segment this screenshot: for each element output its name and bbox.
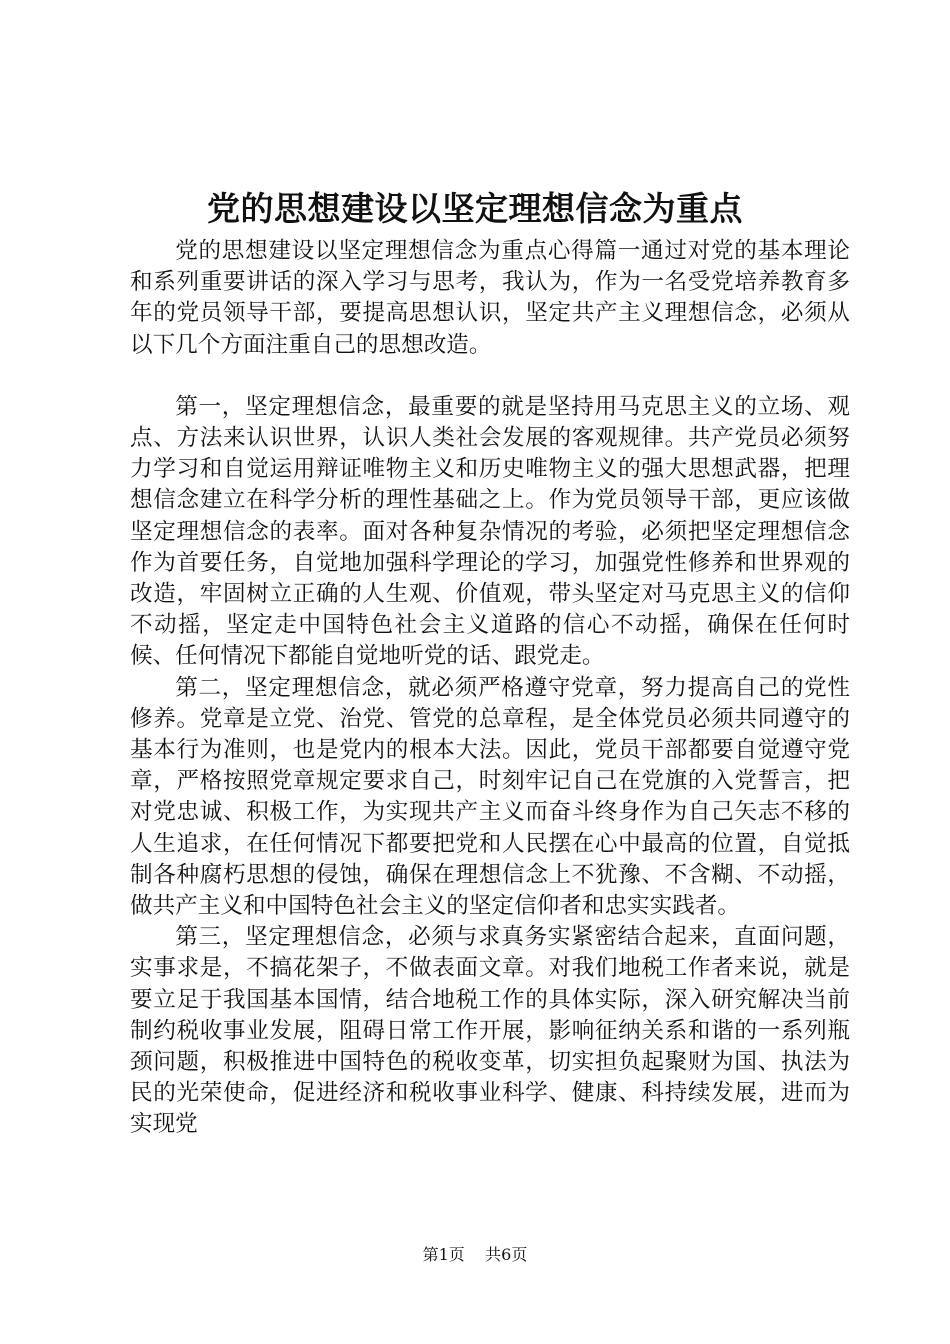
document-title: 党的思想建设以坚定理想信念为重点 — [207, 189, 743, 228]
footer-spacer — [470, 1245, 480, 1264]
paragraph-second-point: 第二，坚定理想信念，就必须严格遵守党章，努力提高自己的党性修养。党章是立党、治党、管党的总章程，是全体党员必须共同遵守的基本行为准则，也是党内的根本大法。因此，党员干部都要自觉遵守党章，严格按照党章规定要求自己，时刻牢记自己在党旗的入党誓言，把对党忠诚、积极工作，为实现共产主义而奋斗终身作为自己矢志不移的人生追求，在任何情况下都要把党和人民摆在心中最高的位置，自觉抵制各种腐朽思想的侵蚀，确保在理想信念上不犹豫、不含糊、不动摇，做共产主义和中国特色社会主义的坚定信仰者和忠实实践者。 — [130, 674, 850, 920]
page-footer — [0, 1244, 950, 1266]
paragraph-gap — [130, 361, 850, 392]
page-total: 共6页 — [485, 1245, 528, 1264]
document-body — [130, 236, 850, 1141]
page-number: 第1页 — [422, 1245, 465, 1264]
paragraph-third-point: 第三，坚定理想信念，必须与求真务实紧密结合起来，直面问题，实事求是，不搞花架子，不做表面文章。对我们地税工作者来说，就是要立足于我国基本国情，结合地税工作的具体实际，深入研究解决当前制约税收事业发展，阻碍日常工作开展，影响征纳关系和谐的一系列瓶颈问题，积极推进中国特色的税收变革，切实担负起聚财为国、执法为民的光荣使命，促进经济和税收事业科学、健康、科持续发展，进而为实现党 — [130, 924, 850, 1138]
paragraph-first-point: 第一，坚定理想信念，最重要的就是坚持用马克思主义的立场、观点、方法来认识世界，认识人类社会发展的客观规律。共产党员必须努力学习和自觉运用辩证唯物主义和历史唯物主义的强大思想武器，把理想信念建立在科学分析的理性基础之上。作为党员领导干部，更应该做坚定理想信念的表率。面对各种复杂情况的考验，必须把坚定理想信念作为首要任务，自觉地加强科学理论的学习，加强党性修养和世界观的改造，牢固树立正确的人生观、价值观，带头坚定对马克思主义的信仰不动摇，坚定走中国特色社会主义道路的信心不动摇，确保在任何时候、任何情况下都能自觉地听党的话、跟党走。 — [130, 393, 850, 670]
paragraph-intro: 党的思想建设以坚定理想信念为重点心得篇一通过对党的基本理论和系列重要讲话的深入学习与思考，我认为，作为一名受党培养教育多年的党员领导干部，要提高思想认识，坚定共产主义理想信念，必须从以下几个方面注重自己的思想改造。 — [130, 238, 850, 358]
